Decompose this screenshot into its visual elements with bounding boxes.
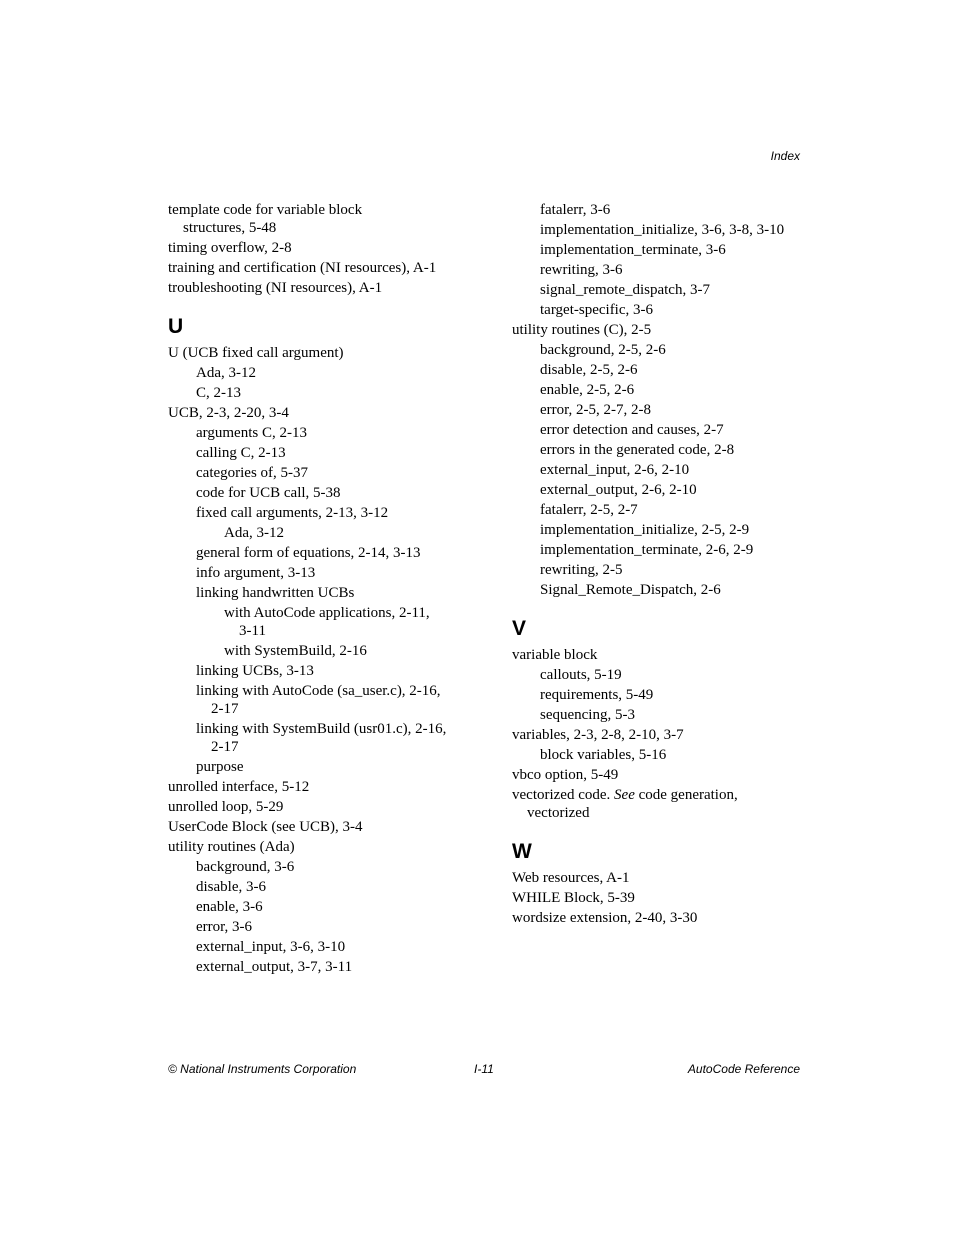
entry-text: linking with AutoCode (sa_user.c), 2-16, xyxy=(196,683,441,699)
index-entry: timing overflow, 2-8 xyxy=(168,240,292,256)
index-column-right xyxy=(512,200,812,928)
index-subentry: implementation_initialize, 3-6, 3-8, 3-10 xyxy=(540,222,785,238)
index-subentry: calling C, 2-13 xyxy=(196,445,286,461)
see-reference: See xyxy=(614,787,635,803)
index-entry: variable block xyxy=(512,647,598,663)
index-subentry: arguments C, 2-13 xyxy=(196,425,307,441)
index-subentry: rewriting, 2-5 xyxy=(540,562,623,578)
index-subentry xyxy=(168,681,468,719)
entry-continuation: vectorized xyxy=(527,805,590,821)
index-subentry: error detection and causes, 2-7 xyxy=(540,422,724,438)
index-entry: unrolled interface, 5-12 xyxy=(168,779,310,795)
index-entry: variables, 2-3, 2-8, 2-10, 3-7 xyxy=(512,727,684,743)
entry-continuation: 2-17 xyxy=(211,701,239,717)
index-entry: troubleshooting (NI resources), A-1 xyxy=(168,280,383,296)
index-entry xyxy=(512,785,812,823)
entry-continuation: 3-11 xyxy=(239,623,266,639)
index-subsubentry: Ada, 3-12 xyxy=(224,525,284,541)
index-subentry: implementation_terminate, 3-6 xyxy=(540,242,726,258)
index-subentry: external_output, 3-7, 3-11 xyxy=(196,959,353,975)
index-subentry: error, 2-5, 2-7, 2-8 xyxy=(540,402,652,418)
index-subentry: code for UCB call, 5-38 xyxy=(196,485,341,501)
index-subentry: external_input, 2-6, 2-10 xyxy=(540,462,690,478)
index-entry: vbco option, 5-49 xyxy=(512,767,619,783)
section-letter-v: V xyxy=(512,617,527,640)
entry-text: code generation, xyxy=(634,787,738,803)
index-subentry: disable, 3-6 xyxy=(196,879,266,895)
index-subentry: purpose xyxy=(196,759,244,775)
index-entry: UCB, 2-3, 2-20, 3-4 xyxy=(168,405,289,421)
index-subentry: C, 2-13 xyxy=(196,385,241,401)
entry-continuation: 2-17 xyxy=(211,739,239,755)
index-subentry: background, 3-6 xyxy=(196,859,295,875)
page-number: I-11 xyxy=(474,1062,494,1076)
index-entry xyxy=(168,200,468,238)
entry-text: vectorized code. xyxy=(512,787,615,803)
index-column-left xyxy=(168,200,468,977)
index-subsubentry xyxy=(168,603,468,641)
index-entry: U (UCB fixed call argument) xyxy=(168,345,344,361)
entry-text: template code for variable block xyxy=(168,202,363,218)
index-subentry: fatalerr, 3-6 xyxy=(540,202,611,218)
section-letter-w: W xyxy=(512,840,532,863)
index-entry: utility routines (Ada) xyxy=(168,839,295,855)
footer-document-title: AutoCode Reference xyxy=(687,1062,800,1076)
footer-copyright: © National Instruments Corporation xyxy=(168,1062,357,1076)
index-subentry: sequencing, 5-3 xyxy=(540,707,635,723)
index-entry: Web resources, A-1 xyxy=(512,870,630,886)
index-subentry: disable, 2-5, 2-6 xyxy=(540,362,638,378)
index-subentry: Signal_Remote_Dispatch, 2-6 xyxy=(540,582,721,598)
entry-text: with AutoCode applications, 2-11, xyxy=(224,605,430,621)
index-entry: utility routines (C), 2-5 xyxy=(512,322,652,338)
index-subentry: external_input, 3-6, 3-10 xyxy=(196,939,346,955)
entry-text: linking with SystemBuild (usr01.c), 2-16, xyxy=(196,721,447,737)
index-subentry: external_output, 2-6, 2-10 xyxy=(540,482,697,498)
index-subentry: background, 2-5, 2-6 xyxy=(540,342,666,358)
index-subentry: rewriting, 3-6 xyxy=(540,262,623,278)
running-head: Index xyxy=(770,149,800,163)
index-subentry: general form of equations, 2-14, 3-13 xyxy=(196,545,421,561)
index-subentry: callouts, 5-19 xyxy=(540,667,622,683)
index-subsubentry: with SystemBuild, 2-16 xyxy=(224,643,367,659)
entry-continuation: structures, 5-48 xyxy=(183,220,277,236)
index-subentry xyxy=(168,719,468,757)
index-subentry: error, 3-6 xyxy=(196,919,253,935)
index-subentry: categories of, 5-37 xyxy=(196,465,309,481)
index-subentry: enable, 3-6 xyxy=(196,899,263,915)
index-subentry: enable, 2-5, 2-6 xyxy=(540,382,635,398)
index-entry: unrolled loop, 5-29 xyxy=(168,799,284,815)
index-subentry: implementation_terminate, 2-6, 2-9 xyxy=(540,542,754,558)
index-entry: training and certification (NI resources), A-1 xyxy=(168,260,437,276)
index-entry: WHILE Block, 5-39 xyxy=(512,890,635,906)
index-subentry: info argument, 3-13 xyxy=(196,565,316,581)
index-subentry: linking UCBs, 3-13 xyxy=(196,663,314,679)
index-subentry: block variables, 5-16 xyxy=(540,747,667,763)
index-subentry: fatalerr, 2-5, 2-7 xyxy=(540,502,638,518)
index-subentry: target-specific, 3-6 xyxy=(540,302,654,318)
index-subentry: implementation_initialize, 2-5, 2-9 xyxy=(540,522,750,538)
section-letter-u: U xyxy=(168,315,184,338)
index-subentry: signal_remote_dispatch, 3-7 xyxy=(540,282,710,298)
index-entry: wordsize extension, 2-40, 3-30 xyxy=(512,910,698,926)
index-subentry: fixed call arguments, 2-13, 3-12 xyxy=(196,505,389,521)
index-subentry: requirements, 5-49 xyxy=(540,687,654,703)
index-entry: UserCode Block (see UCB), 3-4 xyxy=(168,819,363,835)
index-subentry: linking handwritten UCBs xyxy=(196,585,355,601)
index-subentry: errors in the generated code, 2-8 xyxy=(540,442,735,458)
index-subentry: Ada, 3-12 xyxy=(196,365,256,381)
